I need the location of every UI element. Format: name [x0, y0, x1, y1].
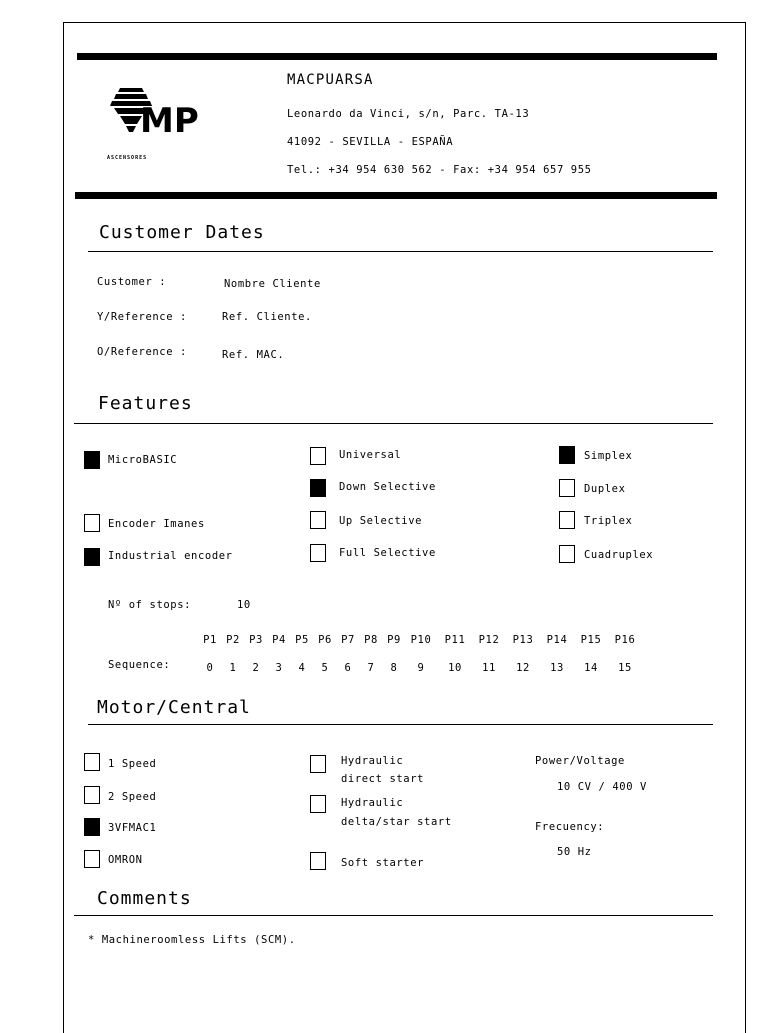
- label-soft-starter: Soft starter: [341, 857, 425, 869]
- motor-section-rule: [88, 724, 713, 725]
- stops-value: 10: [237, 599, 251, 611]
- checkbox-simplex[interactable]: [559, 446, 575, 464]
- sequence-header-row: [201, 634, 638, 646]
- seq-header-12: P12: [478, 634, 500, 646]
- seq-value-16: 15: [618, 662, 632, 674]
- seq-header-13: P13: [512, 634, 534, 646]
- seq-header-8: P8: [364, 634, 378, 646]
- checkbox-duplex[interactable]: [559, 479, 575, 497]
- label-2-speed: 2 Speed: [108, 791, 157, 803]
- comments-section-rule: [74, 915, 713, 916]
- seq-value-2: 1: [229, 662, 237, 674]
- customer-label: Customer :: [97, 276, 167, 288]
- label-down-selective: Down Selective: [339, 481, 436, 493]
- comments-section-title: Comments: [97, 888, 192, 909]
- seq-header-4: P4: [272, 634, 286, 646]
- label-3vfmac1: 3VFMAC1: [108, 822, 157, 834]
- seq-value-4: 3: [275, 662, 283, 674]
- label-simplex: Simplex: [584, 450, 633, 462]
- logo-subtitle: ASCENSORES: [107, 155, 148, 161]
- checkbox-universal[interactable]: [310, 447, 326, 465]
- seq-header-3: P3: [249, 634, 263, 646]
- customer-value: Nombre Cliente: [224, 278, 321, 290]
- logo-graphic: [104, 84, 216, 166]
- checkbox-cuadruplex[interactable]: [559, 545, 575, 563]
- seq-value-13: 12: [516, 662, 530, 674]
- your-reference-value: Ref. Cliente.: [222, 311, 312, 323]
- seq-value-11: 10: [448, 662, 462, 674]
- company-address: Leonardo da Vinci, s/n, Parc. TA-13: [287, 108, 530, 120]
- header-top-rule: [77, 53, 717, 60]
- company-name: MACPUARSA: [287, 72, 374, 88]
- label-triplex: Triplex: [584, 515, 633, 527]
- checkbox-microbasic[interactable]: [84, 451, 100, 469]
- checkbox-hydraulic-direct[interactable]: [310, 755, 326, 773]
- company-phone: Tel.: +34 954 630 562 - Fax: +34 954 657 955: [287, 164, 592, 176]
- seq-header-11: P11: [444, 634, 466, 646]
- label-duplex: Duplex: [584, 483, 626, 495]
- checkbox-hydraulic-delta[interactable]: [310, 795, 326, 813]
- frequency-label: Frecuency:: [535, 821, 605, 833]
- seq-header-6: P6: [318, 634, 332, 646]
- customer-section-rule: [88, 251, 713, 252]
- frequency-value: 50 Hz: [557, 846, 592, 858]
- checkbox-up-selective[interactable]: [310, 511, 326, 529]
- sequence-value-row: [201, 662, 638, 674]
- seq-header-1: P1: [203, 634, 217, 646]
- checkbox-1-speed[interactable]: [84, 753, 100, 771]
- checkbox-full-selective[interactable]: [310, 544, 326, 562]
- sequence-label: Sequence:: [108, 659, 171, 671]
- power-value: 10 CV / 400 V: [557, 781, 647, 793]
- checkbox-omron[interactable]: [84, 850, 100, 868]
- label-hydraulic-delta-2: delta/star start: [341, 816, 452, 828]
- checkbox-triplex[interactable]: [559, 511, 575, 529]
- label-hydraulic-delta-1: Hydraulic: [341, 797, 404, 809]
- seq-value-15: 14: [584, 662, 598, 674]
- header-bottom-rule: [75, 192, 717, 199]
- customer-section-title: Customer Dates: [99, 222, 265, 243]
- label-microbasic: MicroBASIC: [108, 454, 178, 466]
- comments-text: * Machineroomless Lifts (SCM).: [88, 934, 296, 946]
- company-logo: [104, 84, 216, 166]
- label-universal: Universal: [339, 449, 402, 461]
- our-reference-label: O/Reference :: [97, 346, 187, 358]
- checkbox-2-speed[interactable]: [84, 786, 100, 804]
- label-up-selective: Up Selective: [339, 515, 423, 527]
- checkbox-encoder-imanes[interactable]: [84, 514, 100, 532]
- label-hydraulic-direct-1: Hydraulic: [341, 755, 404, 767]
- seq-value-8: 7: [367, 662, 375, 674]
- label-full-selective: Full Selective: [339, 547, 436, 559]
- seq-header-9: P9: [387, 634, 401, 646]
- label-1-speed: 1 Speed: [108, 758, 157, 770]
- seq-header-5: P5: [295, 634, 309, 646]
- checkbox-industrial-encoder[interactable]: [84, 548, 100, 566]
- motor-section-title: Motor/Central: [97, 697, 251, 718]
- seq-value-7: 6: [344, 662, 352, 674]
- stops-label: Nº of stops:: [108, 599, 192, 611]
- seq-header-2: P2: [226, 634, 240, 646]
- our-reference-value: Ref. MAC.: [222, 349, 285, 361]
- seq-value-1: 0: [206, 662, 214, 674]
- label-hydraulic-direct-2: direct start: [341, 773, 425, 785]
- seq-value-3: 2: [252, 662, 260, 674]
- label-industrial-encoder: Industrial encoder: [108, 550, 233, 562]
- label-encoder-imanes: Encoder Imanes: [108, 518, 205, 530]
- seq-header-10: P10: [410, 634, 432, 646]
- checkbox-3vfmac1[interactable]: [84, 818, 100, 836]
- label-cuadruplex: Cuadruplex: [584, 549, 654, 561]
- seq-value-9: 8: [390, 662, 398, 674]
- power-label: Power/Voltage: [535, 755, 625, 767]
- seq-header-7: P7: [341, 634, 355, 646]
- seq-value-14: 13: [550, 662, 564, 674]
- seq-header-15: P15: [580, 634, 602, 646]
- svg-text:MP: MP: [140, 101, 199, 141]
- features-section-title: Features: [98, 393, 193, 414]
- seq-header-16: P16: [614, 634, 636, 646]
- label-omron: OMRON: [108, 854, 143, 866]
- company-city: 41092 - SEVILLA - ESPAÑA: [287, 136, 454, 148]
- checkbox-down-selective[interactable]: [310, 479, 326, 497]
- seq-value-5: 4: [298, 662, 306, 674]
- seq-value-12: 11: [482, 662, 496, 674]
- seq-value-6: 5: [321, 662, 329, 674]
- features-section-rule: [74, 423, 713, 424]
- your-reference-label: Y/Reference :: [97, 311, 187, 323]
- seq-header-14: P14: [546, 634, 568, 646]
- seq-value-10: 9: [417, 662, 425, 674]
- checkbox-soft-starter[interactable]: [310, 852, 326, 870]
